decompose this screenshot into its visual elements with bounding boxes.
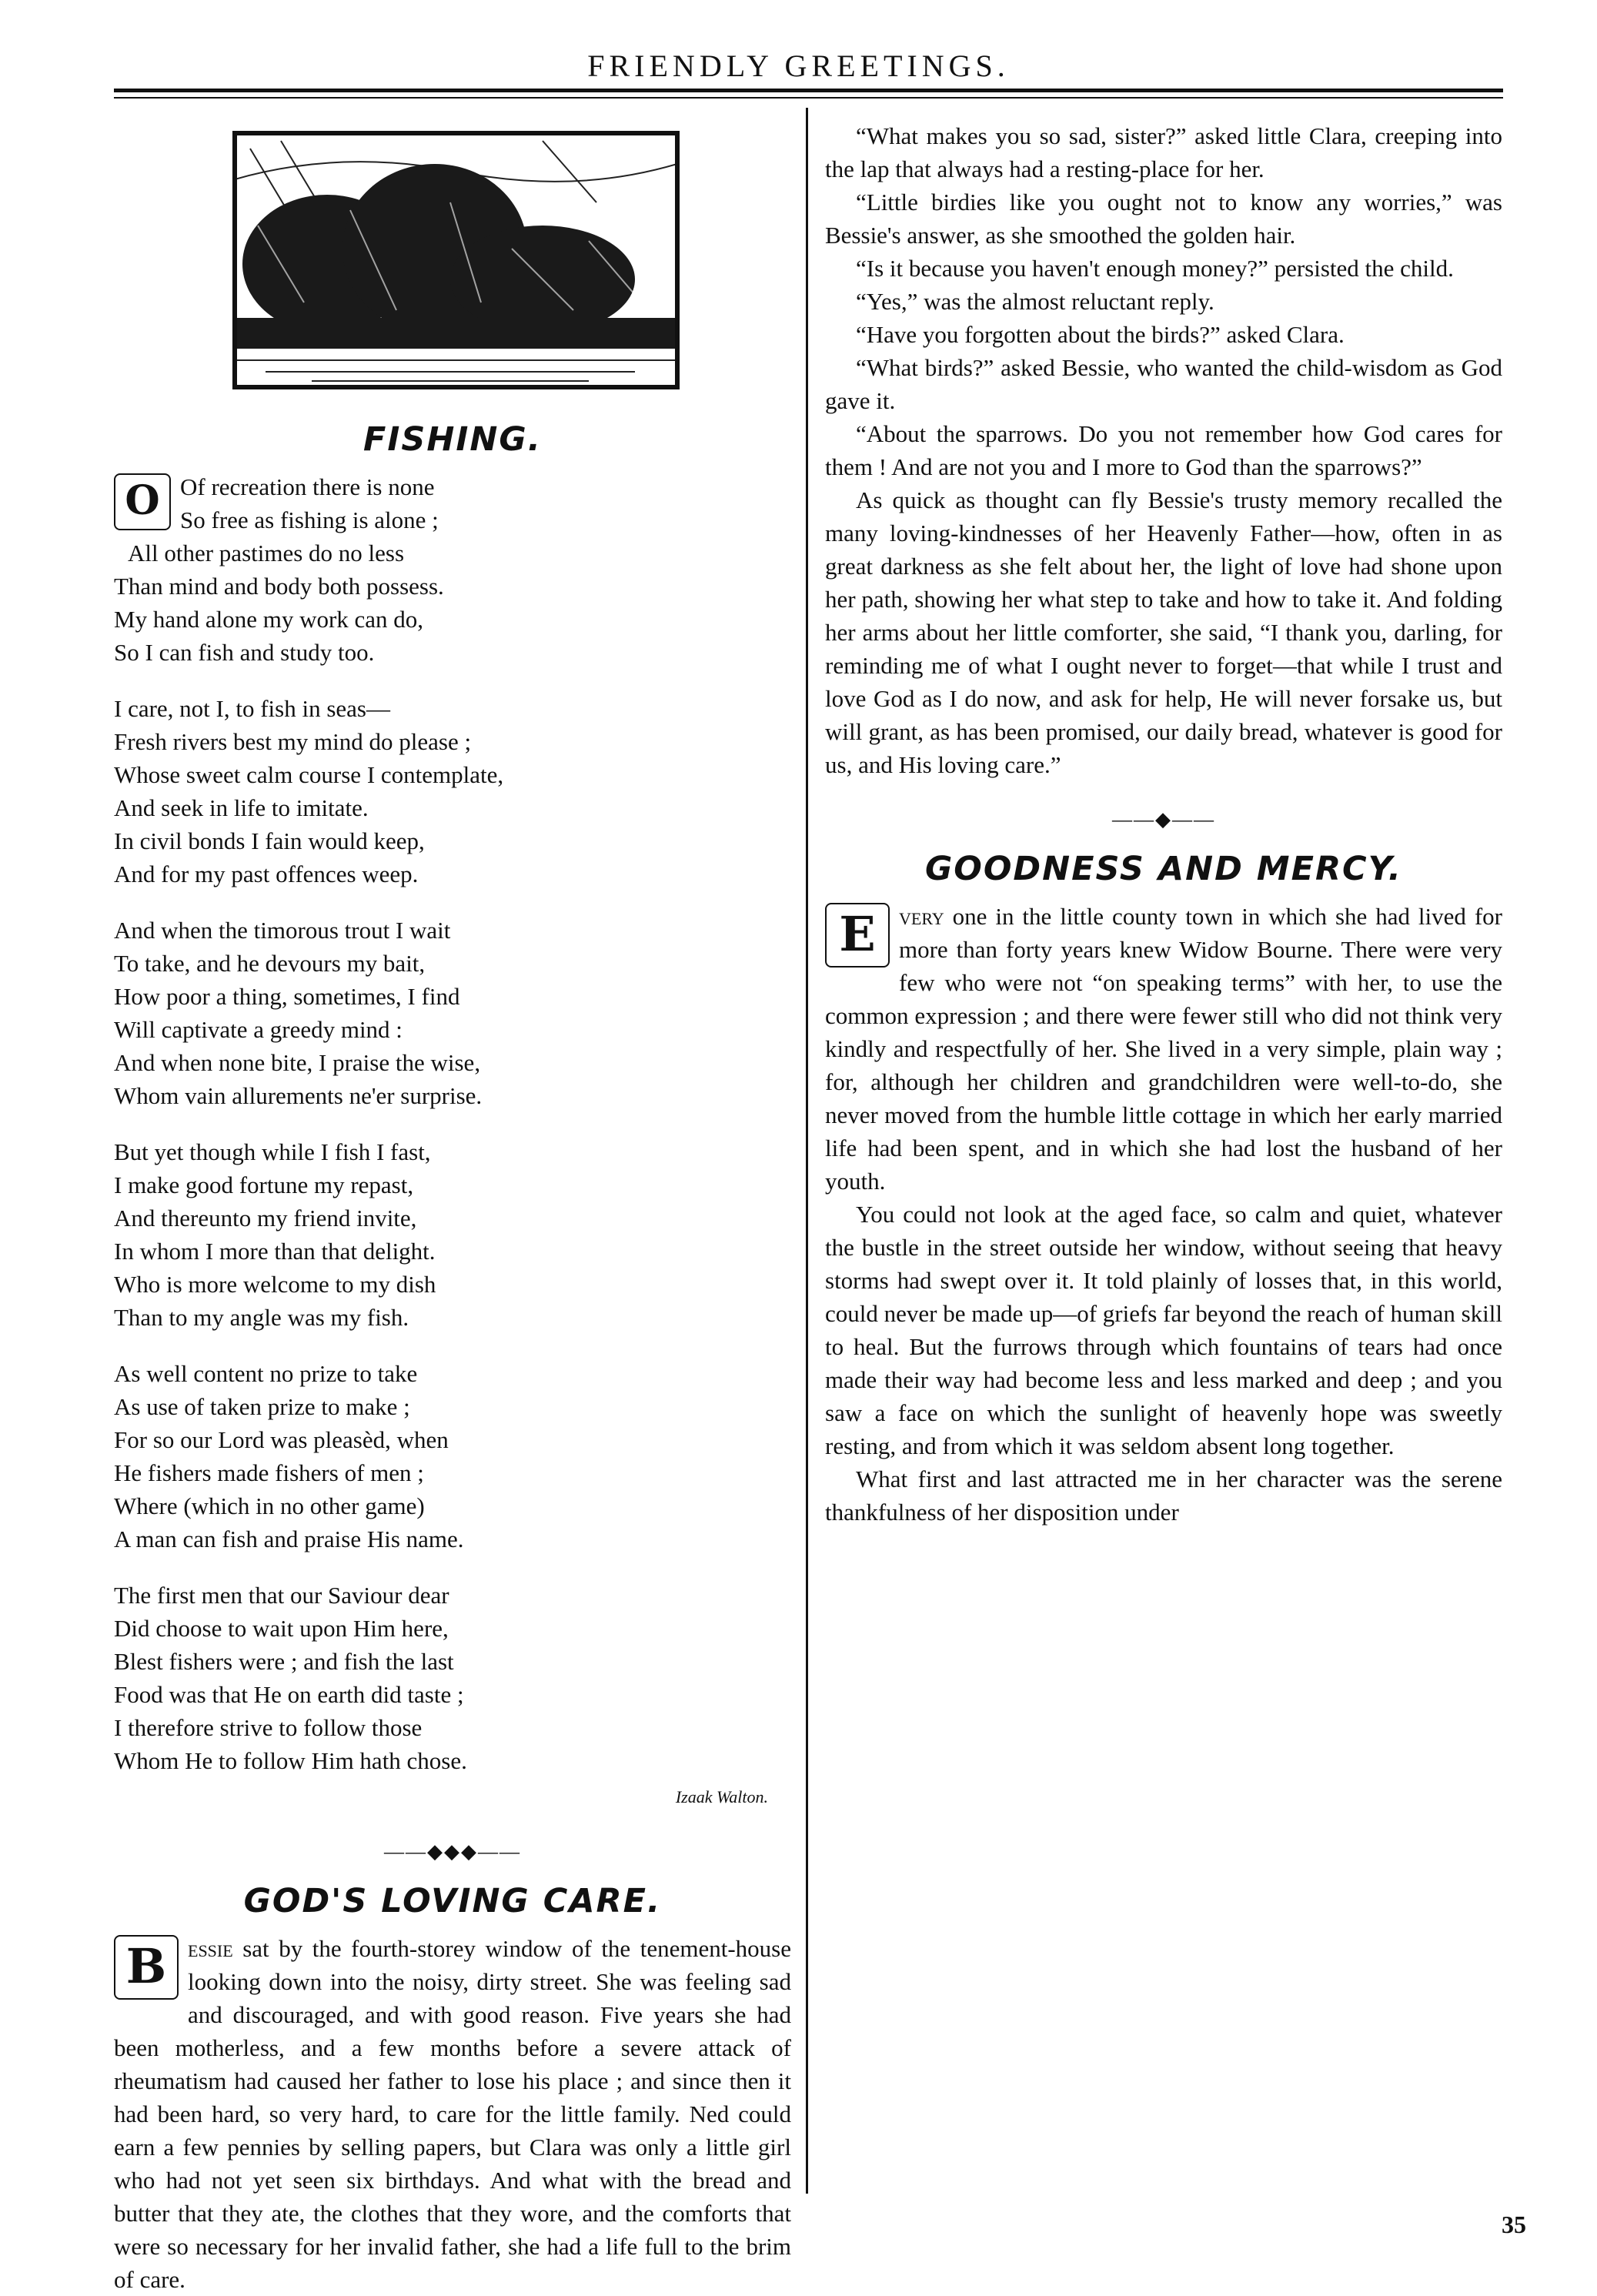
gods-loving-care-title: GOD'S LOVING CARE. (243, 1882, 662, 1920)
paragraph: As quick as thought can fly Bessie's trusty memory recalled the many loving-kindnesses of her Heavenly Father—how, often in as great darkness as she felt about her, the light of love had shone upon her path, showing her what step to take and how to take it. And folding her arms about her little comforter, she said, “I thank you, darling, for reminding me of what I ought never to forget—that while I trust and love God as I do now, and ask for help, He will never forsake us, but will grant, as has been promised, our daily bread, whatever is good for us, and His loving care.” (825, 486, 1502, 778)
poem-line: So free as fishing is alone ; (180, 506, 439, 533)
poem-stanza (114, 1135, 791, 1334)
running-header: FRIENDLY GREETINGS. (587, 48, 1010, 83)
poem-line: Whom He to follow Him hath chose. (114, 1747, 467, 1774)
poem-stanza (114, 1579, 791, 1777)
dropcap-letter: B (114, 1935, 179, 2000)
poem-line: All other pastimes do no less (128, 540, 405, 566)
poem-line: And when the timorous trout I wait (114, 917, 451, 944)
opening-smallcaps: essie (188, 1935, 233, 1962)
poem-line: But yet though while I fish I fast, (114, 1138, 431, 1165)
paragraph: “About the sparrows. Do you not remember how God cares for them ! And are not you and I more to God than the sparrows?” (825, 420, 1502, 480)
poem-line: I care, not I, to fish in seas— (114, 695, 390, 722)
dropcap-ornament: O (114, 473, 171, 530)
poem-line: I make good fortune my repast, (114, 1171, 414, 1198)
poem-line: Than to my angle was my fish. (114, 1304, 409, 1331)
paragraph: “Yes,” was the almost reluctant reply. (856, 288, 1214, 315)
section-ornament: ——◆◆◆—— (384, 1840, 521, 1863)
paragraph: “What makes you so sad, sister?” asked little Clara, creeping into the lap that always had a resting-place for her. (825, 122, 1502, 182)
column-divider (806, 108, 808, 2194)
poem-line: Fresh rivers best my mind do please ; (114, 728, 472, 755)
dropcap-letter: E (825, 903, 890, 968)
section-ornament: ——◆—— (1112, 808, 1215, 831)
header-rule-thin (114, 97, 1503, 99)
poem-line: Who is more welcome to my dish (114, 1271, 436, 1298)
poem-line: The first men that our Saviour dear (114, 1582, 449, 1609)
header-rule-thick (114, 89, 1503, 92)
poem-line: In civil bonds I fain would keep, (114, 827, 425, 854)
page-number: 35 (1502, 2211, 1526, 2238)
poem-line: I therefore strive to follow those (114, 1714, 423, 1741)
paragraph-text: sat by the fourth-storey window of the tenement-house looking down into the noisy, dirty street. She was feeling sad and discouraged, and with good reason. Five years she had been motherless, and a few months before a severe attack of rheumatism had caused her father to lose his place ; and since then it had been hard, so very hard, to care for the little family. Ned could earn a few pennies by selling papers, but Clara was only a little girl who had not yet seen six birthdays. And what with the bread and butter that they ate, the clothes that they wore, and the comforts that were so necessary for her invalid father, she had a life full to the brim of care. (114, 1935, 791, 2293)
poem-line: A man can fish and praise His name. (114, 1526, 464, 1552)
opening-smallcaps: very (899, 903, 944, 930)
right-column (825, 119, 1502, 1529)
poem-attribution: Izaak Walton. (675, 1787, 768, 1806)
poem-line: And seek in life to imitate. (114, 794, 369, 821)
poem-line: And for my past offences weep. (114, 861, 419, 887)
poem-line: In whom I more than that delight. (114, 1238, 436, 1265)
poem-stanza (114, 470, 791, 669)
poem-line: So I can fish and study too. (114, 639, 375, 666)
poem-line: My hand alone my work can do, (114, 606, 424, 633)
poem-line-text: Of recreation there is none (180, 473, 435, 500)
paragraph: “Is it because you haven't enough money?” persisted the child. (856, 255, 1454, 282)
poem-line: As well content no prize to take (114, 1360, 418, 1387)
gods-loving-care-continued (825, 119, 1502, 781)
paragraph: “Have you forgotten about the birds?” asked Clara. (856, 321, 1345, 348)
poem-line: Will captivate a greedy mind : (114, 1016, 403, 1043)
fishing-poem (114, 470, 791, 1813)
poem-line: Did choose to wait upon Him here, (114, 1615, 449, 1642)
poem-line: To take, and he devours my bait, (114, 950, 426, 977)
poem-line: How poor a thing, sometimes, I find (114, 983, 460, 1010)
gods-loving-care-body (114, 1932, 791, 2296)
fishing-engraving-illustration (232, 131, 680, 389)
paragraph: “What birds?” asked Bessie, who wanted the child-wisdom as God gave it. (825, 354, 1502, 414)
poem-line: As use of taken prize to make ; (114, 1393, 410, 1420)
poem-line: For so our Lord was pleasèd, when (114, 1426, 449, 1453)
paragraph-text: one in the little county town in which she had lived for more than forty years knew Widow Bourne. There were very few who were not “on speaking terms” with her, to use the common expression ; and there were fewer still who did not think very kindly and respectfully of her. She lived in a very simple, plain way ; for, although her children and grandchildren were well-to-do, she never moved from the humble little cottage in which her early married life had been spent, and in which she had lost the husband of her youth. (825, 903, 1502, 1195)
goodness-and-mercy-title: GOODNESS AND MERCY. (925, 850, 1402, 888)
paragraph: “Little birdies like you ought not to know any worries,” was Bessie's answer, as she smoothed the golden hair. (825, 189, 1502, 249)
paragraph (114, 1932, 791, 2296)
poem-line: Whose sweet calm course I contemplate, (114, 761, 504, 788)
paragraph: What first and last attracted me in her character was the serene thankfulness of her disposition under (825, 1465, 1502, 1526)
poem-line: He fishers made fishers of men ; (114, 1459, 424, 1486)
poem-line: Blest fishers were ; and fish the last (114, 1648, 454, 1675)
left-column (114, 420, 791, 2296)
poem-line: Than mind and body both possess. (114, 573, 444, 600)
poem-stanza (114, 1357, 791, 1556)
poem-line: Where (which in no other game) (114, 1492, 425, 1519)
poem-stanza (114, 692, 791, 891)
goodness-and-mercy-body (825, 900, 1502, 1529)
poem-line (114, 470, 791, 503)
poem-line: And thereunto my friend invite, (114, 1205, 417, 1232)
paragraph (825, 900, 1502, 1198)
paragraph: You could not look at the aged face, so calm and quiet, whatever the bustle in the street outside her window, without seeing that heavy storms had swept over it. It told plainly of losses that, in this world, could never be made up—of griefs far beyond the reach of human skill to heal. But the furrows through which fountains of tears had once made their way had become less and less marked and deep ; and you saw a face on which the sunlight of heavenly hope was sweetly resting, and from which it was seldom absent long together. (825, 1201, 1502, 1459)
fishing-title: FISHING. (363, 420, 542, 459)
poem-stanza (114, 914, 791, 1112)
poem-line: And when none bite, I praise the wise, (114, 1049, 481, 1076)
poem-line: Whom vain allurements ne'er surprise. (114, 1082, 483, 1109)
poem-line: Food was that He on earth did taste ; (114, 1681, 464, 1708)
